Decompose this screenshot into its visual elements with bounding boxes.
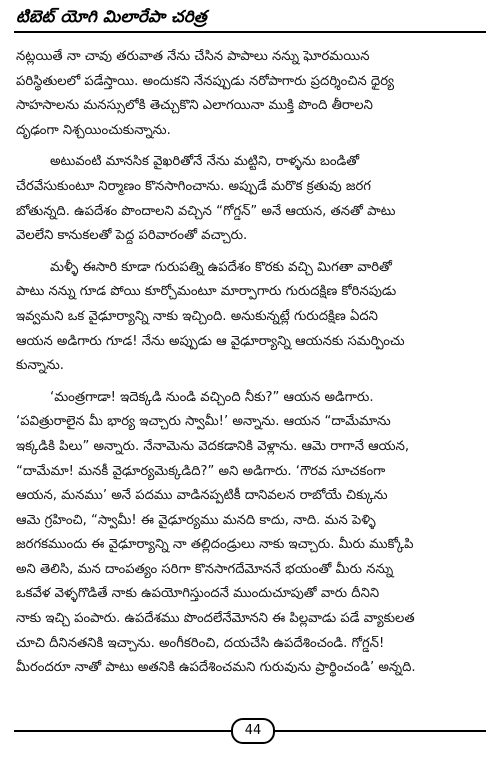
page-footer [14,720,486,750]
text-line: ఇవ్వమని ఒక వైఢూర్యాన్ని నాకు ఇచ్చింది. అనుకున్నట్లే గురుదక్షిణ ఏదని [16,308,378,324]
text-line: మీరందరూ నాతో పాటు అతనికి ఉపదేశించమని గురువును ప్రార్థించండి’ అన్నది. [16,660,416,676]
text-line: చూచి దీనినతనికి ఇచ్చాను. అంగీకరించి, దయచేసి ఉపదేశించండి. గోగ్డన్! [16,635,385,651]
text-line: పరిస్థితులలో పడేస్తాయి. అందుకని నేనప్పుడు నరోపాగారు ప్రదర్శించిన ధైర్య [16,73,395,89]
text-line: అని తెలిసి, మన దాంపత్యం సరిగా కొనసాగదేమోననే భయంతో మీరు నన్ను [16,561,394,577]
text-line: నాకు ఇచ్చి పంపారు. ఉపదేశము పొందలేనేమోనని ఈ పిల్లవాడు పడే వ్యాకులత [16,611,415,627]
paragraph-4 [16,386,486,681]
header-rule [14,31,486,33]
text-line: నట్లయితే నా చావు తరువాత నేను చేసిన పాపాలు నన్ను ఘోరమయిన [16,49,370,64]
running-title: టిబెట్ యోగి మిలారేపా చరిత్ర [16,7,207,26]
text-line: ఇక్కడికి పిలు” అన్నారు. నేనామెను వెదకడానికి వెళ్లాను. ఆమె రాగానే ఆయన, [16,438,410,454]
text-line: పాటు నన్ను గూడ పోయి కూర్చోమంటూ మార్పాగారు గురుదక్షిణ కోరినపుడు [16,284,397,300]
text-line: ఆమె గ్రహించి, “స్వామీ! ఈ వైఢూర్యము మనది కాదు, నాది. మన పెళ్ళి [16,512,376,528]
text-line: సాహసాలను మనస్సులోకి తెచ్చుకొని ఎలాగయినా ముక్తి పొంది తీరాలని [16,98,373,114]
text-line: బోతున్నది. ఉపదేశం పొందాలని వచ్చిన “గోగ్డన్” అనే ఆయన, తనతో పాటు [16,203,396,219]
paragraph-1 [16,45,486,143]
text-line: దృఢంగా నిశ్చయించుకున్నాను. [16,122,171,138]
page-number: 44 [231,718,275,744]
text-line: అటువంటి మానసిక వైఖరితోనే నేను మట్టిని, రాళ్ళను బండితో [50,154,360,170]
text-line: ‘మంత్రగాడా! ఇదెక్కడి నుండి వచ్చింది నీకు?” ఆయన అడిగారు. [50,389,374,405]
page-body [16,45,486,688]
text-line: ఒకవేళ వెళ్ళగొడితే నాకు ఉపయోగిస్తుందనే ముందుచూపుతో వారు దీనిని [16,586,380,602]
text-line: జరగకముందు ఈ వైఢూర్యాన్ని నా తల్లిదండ్రులు నాకు ఇచ్చారు. మీరు ముక్కోపి [16,537,414,553]
text-line: ఆయన అడిగారు గూడ! నేను అప్పుడు ఆ వైఢూర్యాన్ని ఆయనకు సమర్పించు [16,333,405,349]
text-line: కున్నాను. [16,358,64,374]
text-line: వెలలేని కానుకలతో పెద్ద పరివారంతో వచ్చారు. [16,228,248,244]
text-line: మళ్ళీ ఈసారి కూడా గురుపత్ని ఉపదేశం కొరకు వచ్చి మిగతా వారితో [50,259,392,275]
text-line: “దామేమా! మనకీ వైఢూర్యమెక్కడిది?” అని అడిగారు. ‘గౌరవ సూచకంగా [16,463,386,479]
text-line: ‘పవిత్రురాలైన మీ భార్య ఇచ్చారు స్వామీ!’ అన్నాను. ఆయన “దామేమాను [16,414,391,430]
text-line: చేరవేసుకుంటూ నిర్మాణం కొనసాగించాను. అప్పుడే మరొక క్రతువు జరగ [16,178,371,194]
paragraph-2 [16,150,486,248]
text-line: ఆయన, మనము’ అనే పదము వాడినప్పటికీ దానివలన రాబోయే చిక్కును [16,488,388,504]
paragraph-3 [16,256,486,379]
page-header [14,4,486,32]
